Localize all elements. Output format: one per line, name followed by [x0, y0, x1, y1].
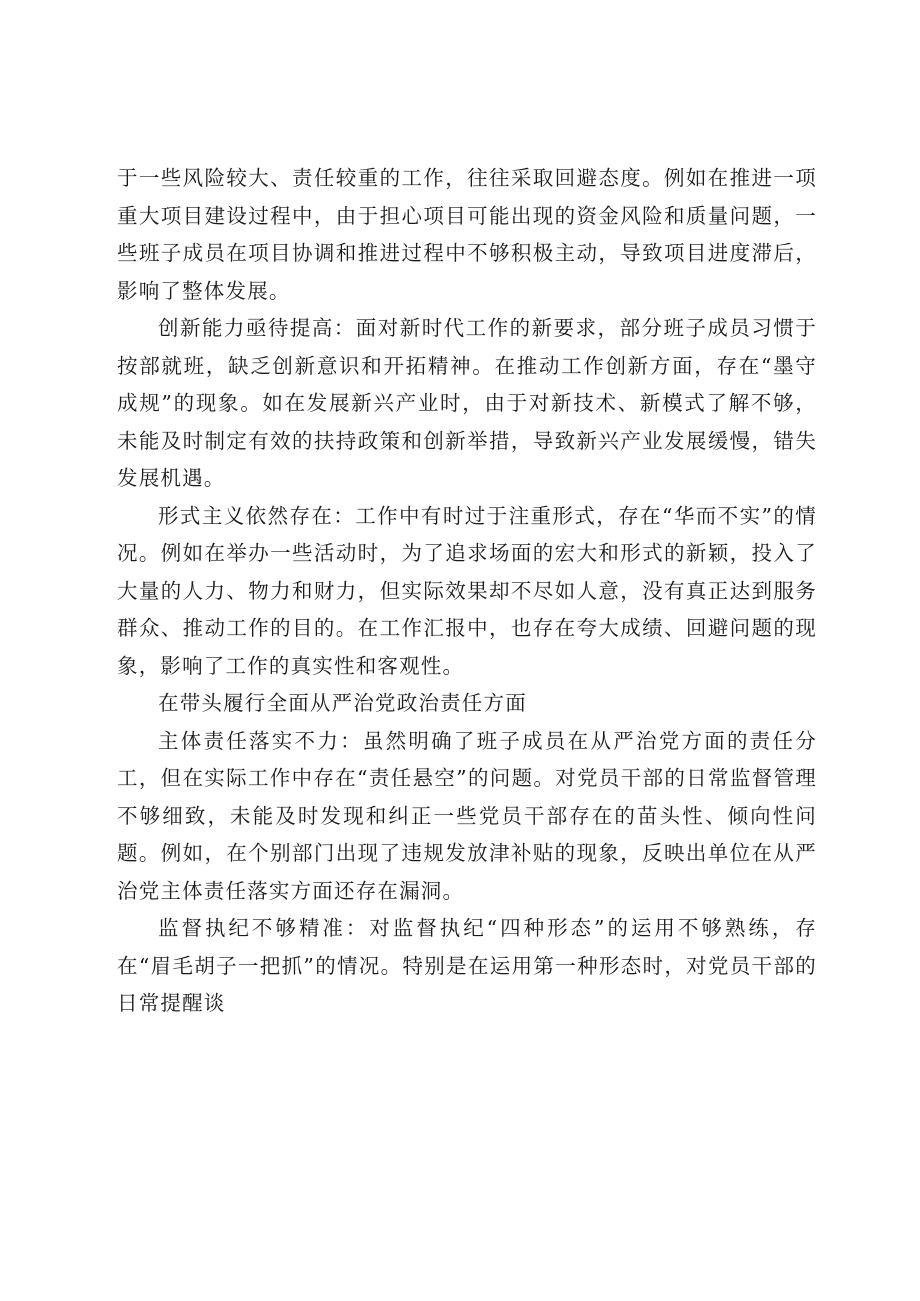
- paragraph-formalism: 形式主义依然存在：工作中有时过于注重形式，存在“华而不实”的情况。例如在举办一些活动时，为了追求场面的宏大和形式的新颖，投入了大量的人力、物力和财力，但实际效果却不尽如人意，没有真正达到服务群众、推动工作的目的。在工作汇报中，也存在夸大成绩、回避问题的现象，影响了工作的真实性和客观性。: [117, 503, 817, 678]
- paragraph-main-responsibility: 主体责任落实不力：虽然明确了班子成员在从严治党方面的责任分工，但在实际工作中存在“责任悬空”的问题。对党员干部的日常监督管理不够细致，未能及时发现和纠正一些党员干部存在的苗头性、倾向性问题。例如，在个别部门出现了违规发放津补贴的现象，反映出单位在从严治党主体责任落实方面还存在漏洞。: [117, 728, 817, 903]
- paragraph-innovation-capacity: 创新能力亟待提高：面对新时代工作的新要求，部分班子成员习惯于按部就班，缺乏创新意识和开拓精神。在推动工作创新方面，存在“墨守成规”的现象。如在发展新兴产业时，由于对新技术、新模式了解不够，未能及时制定有效的扶持政策和创新举措，导致新兴产业发展缓慢，错失发展机遇。: [117, 316, 817, 490]
- document-page: [117, 160, 817, 1023]
- paragraph-risk-avoidance-continuation: 于一些风险较大、责任较重的工作，往往采取回避态度。例如在推进一项重大项目建设过程中，由于担心项目可能出现的资金风险和质量问题，一些班子成员在项目协调和推进过程中不够积极主动，导致项目进度滞后，影响了整体发展。: [117, 166, 817, 303]
- section-heading-party-governance: 在带头履行全面从严治党政治责任方面: [158, 691, 527, 715]
- paragraph-supervision-discipline: 监督执纪不够精准：对监督执纪“四种形态”的运用不够熟练，存在“眉毛胡子一把抓”的情况。特别是在运用第一种形态时，对党员干部的日常提醒谈: [117, 916, 817, 1015]
